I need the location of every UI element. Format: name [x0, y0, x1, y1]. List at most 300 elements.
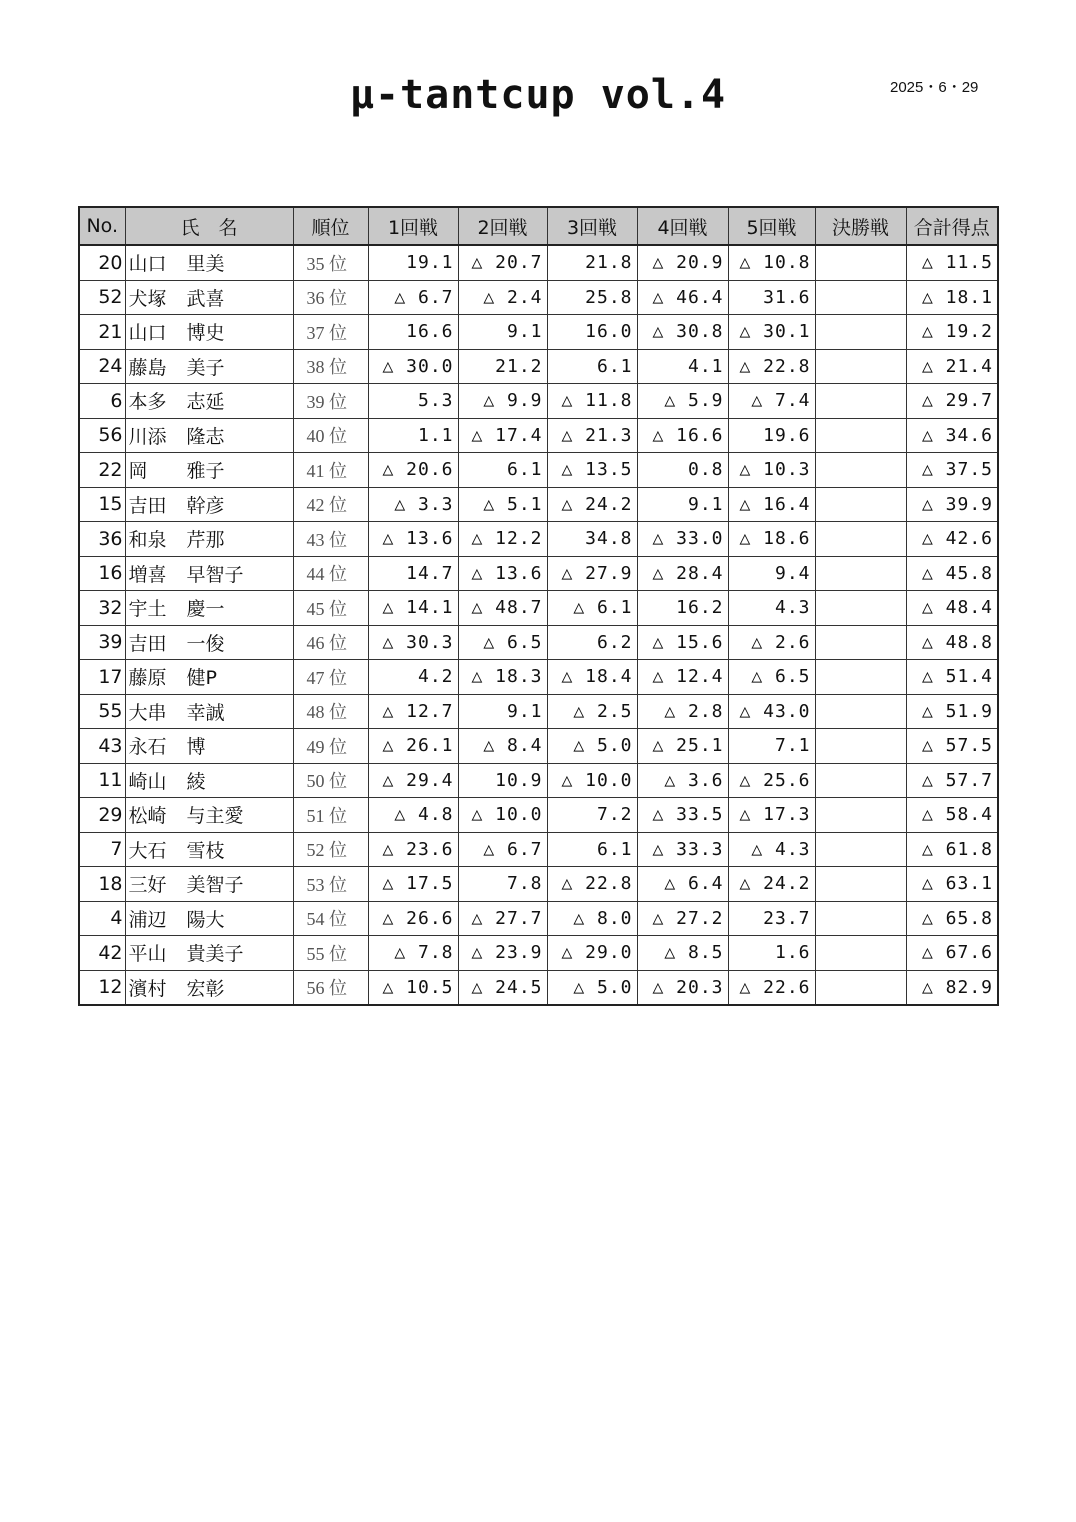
table-row [79, 867, 998, 902]
cell-round-3: △ 8.0 [547, 901, 637, 936]
cell-round-2: △ 6.7 [458, 832, 547, 867]
cell-round-5: 4.3 [728, 591, 815, 626]
surname: 濱村 [128, 977, 167, 1000]
cell-no: 7 [79, 832, 125, 867]
given-name: 宏彰 [186, 977, 225, 1000]
cell-name [125, 245, 293, 280]
given-name: 幸誠 [186, 701, 225, 724]
cell-rank: 44 位 [293, 556, 368, 591]
surname: 永石 [128, 736, 167, 759]
cell-total: △ 82.9 [906, 970, 998, 1005]
surname: 三好 [128, 874, 167, 897]
cell-total: △ 65.8 [906, 901, 998, 936]
given-name: 里美 [186, 253, 225, 276]
given-name: 美子 [186, 356, 225, 379]
cell-total: △ 45.8 [906, 556, 998, 591]
cell-no: 39 [79, 625, 125, 660]
cell-round-4: △ 25.1 [637, 729, 728, 764]
cell-total: △ 63.1 [906, 867, 998, 902]
cell-round-5: △ 6.5 [728, 660, 815, 695]
cell-total: △ 51.9 [906, 694, 998, 729]
table-row [79, 280, 998, 315]
cell-round-2: 9.1 [458, 694, 547, 729]
cell-rank: 41 位 [293, 453, 368, 488]
document-date: 2025・6・29 [890, 79, 979, 96]
given-name: 博史 [186, 322, 225, 345]
cell-total: △ 42.6 [906, 522, 998, 557]
cell-round-2: 10.9 [458, 763, 547, 798]
cell-round-3: 7.2 [547, 798, 637, 833]
cell-total: △ 19.2 [906, 315, 998, 350]
cell-final [815, 970, 906, 1005]
cell-final [815, 763, 906, 798]
cell-round-4: △ 2.8 [637, 694, 728, 729]
table-row [79, 591, 998, 626]
table-row [79, 901, 998, 936]
given-name: 慶一 [186, 598, 225, 621]
cell-round-4: △ 12.4 [637, 660, 728, 695]
cell-round-5: △ 24.2 [728, 867, 815, 902]
table-row [79, 625, 998, 660]
cell-name [125, 522, 293, 557]
table-row [79, 556, 998, 591]
cell-round-1: △ 26.6 [368, 901, 458, 936]
cell-round-4: △ 33.5 [637, 798, 728, 833]
header-total: 合計得点 [906, 207, 998, 245]
given-name: 一俊 [186, 632, 225, 655]
table-row [79, 936, 998, 971]
cell-round-5: △ 22.8 [728, 349, 815, 384]
cell-round-5: △ 2.6 [728, 625, 815, 660]
cell-name [125, 763, 293, 798]
cell-round-3: 6.2 [547, 625, 637, 660]
cell-no: 24 [79, 349, 125, 384]
table-row [79, 384, 998, 419]
table-row [79, 245, 998, 280]
cell-name [125, 280, 293, 315]
cell-round-4: △ 27.2 [637, 901, 728, 936]
cell-total: △ 57.7 [906, 763, 998, 798]
cell-round-5: 7.1 [728, 729, 815, 764]
cell-round-3: △ 18.4 [547, 660, 637, 695]
given-name: 美智子 [186, 874, 244, 897]
cell-final [815, 936, 906, 971]
cell-final [815, 453, 906, 488]
cell-round-5: △ 18.6 [728, 522, 815, 557]
header-final: 決勝戦 [815, 207, 906, 245]
table-row [79, 349, 998, 384]
cell-total: △ 48.4 [906, 591, 998, 626]
cell-round-1: △ 17.5 [368, 867, 458, 902]
header-round-1: 1回戦 [368, 207, 458, 245]
cell-round-4: △ 33.0 [637, 522, 728, 557]
cell-rank: 49 位 [293, 729, 368, 764]
results-table [78, 206, 999, 1006]
cell-round-5: △ 10.8 [728, 245, 815, 280]
cell-round-3: △ 11.8 [547, 384, 637, 419]
cell-round-3: △ 29.0 [547, 936, 637, 971]
given-name: 陽大 [186, 908, 225, 931]
cell-round-2: △ 10.0 [458, 798, 547, 833]
surname: 川添 [128, 425, 167, 448]
cell-total: △ 21.4 [906, 349, 998, 384]
cell-name [125, 384, 293, 419]
surname: 崎山 [128, 770, 167, 793]
table-row [79, 660, 998, 695]
given-name: 与主愛 [186, 805, 244, 828]
header-round-2: 2回戦 [458, 207, 547, 245]
cell-final [815, 280, 906, 315]
cell-round-4: 0.8 [637, 453, 728, 488]
cell-final [815, 832, 906, 867]
cell-total: △ 67.6 [906, 936, 998, 971]
cell-round-1: △ 30.3 [368, 625, 458, 660]
given-name: 志延 [186, 391, 225, 414]
cell-round-2: 7.8 [458, 867, 547, 902]
cell-rank: 56 位 [293, 970, 368, 1005]
surname: 平山 [128, 943, 167, 966]
cell-total: △ 29.7 [906, 384, 998, 419]
cell-final [815, 867, 906, 902]
cell-name [125, 349, 293, 384]
given-name: 早智子 [186, 563, 244, 586]
cell-no: 36 [79, 522, 125, 557]
surname: 藤原 [128, 667, 167, 690]
cell-round-2: △ 6.5 [458, 625, 547, 660]
cell-round-5: △ 7.4 [728, 384, 815, 419]
cell-no: 18 [79, 867, 125, 902]
cell-rank: 37 位 [293, 315, 368, 350]
header-round-3: 3回戦 [547, 207, 637, 245]
cell-round-4: △ 15.6 [637, 625, 728, 660]
surname: 山口 [128, 253, 167, 276]
cell-total: △ 57.5 [906, 729, 998, 764]
cell-name [125, 660, 293, 695]
surname: 大串 [128, 701, 167, 724]
cell-round-2: △ 2.4 [458, 280, 547, 315]
cell-total: △ 37.5 [906, 453, 998, 488]
surname: 山口 [128, 322, 167, 345]
table-row [79, 522, 998, 557]
cell-round-2: 9.1 [458, 315, 547, 350]
cell-round-3: 25.8 [547, 280, 637, 315]
cell-round-3: △ 5.0 [547, 729, 637, 764]
cell-round-1: 1.1 [368, 418, 458, 453]
table-row [79, 798, 998, 833]
cell-round-4: △ 46.4 [637, 280, 728, 315]
cell-final [815, 798, 906, 833]
cell-round-4: △ 6.4 [637, 867, 728, 902]
cell-round-4: △ 33.3 [637, 832, 728, 867]
cell-round-2: △ 24.5 [458, 970, 547, 1005]
cell-final [815, 418, 906, 453]
cell-total: △ 48.8 [906, 625, 998, 660]
header-no: No. [79, 207, 125, 245]
table-row [79, 763, 998, 798]
cell-round-3: 6.1 [547, 832, 637, 867]
cell-round-3: △ 10.0 [547, 763, 637, 798]
cell-no: 52 [79, 280, 125, 315]
cell-round-2: △ 9.9 [458, 384, 547, 419]
cell-final [815, 349, 906, 384]
cell-round-5: △ 4.3 [728, 832, 815, 867]
surname: 藤島 [128, 356, 167, 379]
cell-round-1: 16.6 [368, 315, 458, 350]
cell-final [815, 556, 906, 591]
cell-round-1: △ 3.3 [368, 487, 458, 522]
cell-round-2: △ 5.1 [458, 487, 547, 522]
cell-final [815, 487, 906, 522]
cell-round-5: △ 16.4 [728, 487, 815, 522]
cell-round-3: △ 2.5 [547, 694, 637, 729]
given-name: 芹那 [186, 529, 225, 552]
cell-name [125, 832, 293, 867]
cell-name [125, 694, 293, 729]
cell-final [815, 522, 906, 557]
surname: 大石 [128, 839, 167, 862]
table-row [79, 832, 998, 867]
cell-round-1: △ 7.8 [368, 936, 458, 971]
page-title: μ-tantcup vol.4 [349, 72, 727, 118]
cell-round-3: 16.0 [547, 315, 637, 350]
cell-round-1: △ 14.1 [368, 591, 458, 626]
cell-round-1: △ 12.7 [368, 694, 458, 729]
cell-rank: 42 位 [293, 487, 368, 522]
cell-name [125, 556, 293, 591]
cell-round-1: △ 13.6 [368, 522, 458, 557]
table-row [79, 418, 998, 453]
given-name: 綾 [186, 770, 206, 793]
cell-round-5: △ 10.3 [728, 453, 815, 488]
cell-round-4: △ 28.4 [637, 556, 728, 591]
cell-name [125, 625, 293, 660]
cell-round-2: △ 18.3 [458, 660, 547, 695]
header-rank: 順位 [293, 207, 368, 245]
header-round-4: 4回戦 [637, 207, 728, 245]
cell-no: 42 [79, 936, 125, 971]
table-row [79, 729, 998, 764]
cell-round-4: 9.1 [637, 487, 728, 522]
table-row [79, 453, 998, 488]
cell-round-3: △ 21.3 [547, 418, 637, 453]
cell-round-5: 23.7 [728, 901, 815, 936]
cell-no: 43 [79, 729, 125, 764]
cell-round-2: △ 13.6 [458, 556, 547, 591]
cell-round-2: △ 12.2 [458, 522, 547, 557]
cell-total: △ 11.5 [906, 245, 998, 280]
cell-rank: 51 位 [293, 798, 368, 833]
cell-round-1: △ 10.5 [368, 970, 458, 1005]
cell-rank: 43 位 [293, 522, 368, 557]
cell-total: △ 58.4 [906, 798, 998, 833]
cell-rank: 39 位 [293, 384, 368, 419]
cell-no: 11 [79, 763, 125, 798]
given-name: 貴美子 [186, 943, 244, 966]
cell-round-1: △ 20.6 [368, 453, 458, 488]
cell-no: 29 [79, 798, 125, 833]
cell-round-4: △ 5.9 [637, 384, 728, 419]
cell-round-4: 4.1 [637, 349, 728, 384]
cell-round-1: 4.2 [368, 660, 458, 695]
cell-no: 20 [79, 245, 125, 280]
cell-round-4: △ 20.3 [637, 970, 728, 1005]
header-name: 氏 名 [125, 207, 293, 245]
cell-rank: 54 位 [293, 901, 368, 936]
cell-round-2: △ 27.7 [458, 901, 547, 936]
cell-no: 12 [79, 970, 125, 1005]
table-row [79, 315, 998, 350]
cell-total: △ 61.8 [906, 832, 998, 867]
cell-name [125, 487, 293, 522]
cell-total: △ 18.1 [906, 280, 998, 315]
surname: 宇土 [128, 598, 167, 621]
cell-round-5: △ 17.3 [728, 798, 815, 833]
cell-round-2: △ 20.7 [458, 245, 547, 280]
cell-round-3: △ 13.5 [547, 453, 637, 488]
cell-no: 17 [79, 660, 125, 695]
cell-round-3: △ 22.8 [547, 867, 637, 902]
surname: 吉田 [128, 632, 167, 655]
cell-no: 16 [79, 556, 125, 591]
cell-no: 22 [79, 453, 125, 488]
surname: 和泉 [128, 529, 167, 552]
cell-total: △ 34.6 [906, 418, 998, 453]
header-row [79, 207, 998, 245]
surname: 吉田 [128, 494, 167, 517]
cell-round-1: △ 23.6 [368, 832, 458, 867]
given-name: 健P [186, 667, 217, 690]
cell-final [815, 729, 906, 764]
given-name: 博 [186, 736, 206, 759]
given-name: 幹彦 [186, 494, 225, 517]
cell-final [815, 384, 906, 419]
cell-round-4: △ 16.6 [637, 418, 728, 453]
cell-round-2: △ 23.9 [458, 936, 547, 971]
cell-rank: 46 位 [293, 625, 368, 660]
cell-round-1: 14.7 [368, 556, 458, 591]
cell-round-3: 21.8 [547, 245, 637, 280]
cell-rank: 53 位 [293, 867, 368, 902]
cell-no: 6 [79, 384, 125, 419]
cell-round-1: △ 30.0 [368, 349, 458, 384]
cell-name [125, 729, 293, 764]
cell-rank: 38 位 [293, 349, 368, 384]
cell-round-1: △ 6.7 [368, 280, 458, 315]
cell-rank: 50 位 [293, 763, 368, 798]
cell-round-4: △ 30.8 [637, 315, 728, 350]
table-row [79, 694, 998, 729]
surname: 本多 [128, 391, 167, 414]
cell-final [815, 625, 906, 660]
cell-round-4: △ 20.9 [637, 245, 728, 280]
cell-rank: 52 位 [293, 832, 368, 867]
cell-round-5: 1.6 [728, 936, 815, 971]
cell-round-1: 19.1 [368, 245, 458, 280]
cell-round-5: △ 25.6 [728, 763, 815, 798]
cell-round-4: △ 3.6 [637, 763, 728, 798]
cell-name [125, 901, 293, 936]
cell-rank: 45 位 [293, 591, 368, 626]
cell-round-2: 6.1 [458, 453, 547, 488]
cell-name [125, 970, 293, 1005]
cell-rank: 35 位 [293, 245, 368, 280]
given-name: 隆志 [186, 425, 225, 448]
cell-round-5: △ 22.6 [728, 970, 815, 1005]
cell-name [125, 591, 293, 626]
cell-name [125, 867, 293, 902]
cell-round-1: 5.3 [368, 384, 458, 419]
cell-round-2: △ 17.4 [458, 418, 547, 453]
cell-round-1: △ 29.4 [368, 763, 458, 798]
table-row [79, 970, 998, 1005]
table-row [79, 487, 998, 522]
given-name: 雅子 [186, 460, 225, 483]
cell-round-5: △ 30.1 [728, 315, 815, 350]
cell-rank: 36 位 [293, 280, 368, 315]
cell-total: △ 39.9 [906, 487, 998, 522]
cell-no: 4 [79, 901, 125, 936]
cell-final [815, 315, 906, 350]
cell-rank: 47 位 [293, 660, 368, 695]
cell-round-3: △ 27.9 [547, 556, 637, 591]
given-name: 雪枝 [186, 839, 225, 862]
cell-final [815, 660, 906, 695]
cell-name [125, 315, 293, 350]
cell-round-2: △ 8.4 [458, 729, 547, 764]
cell-round-3: △ 24.2 [547, 487, 637, 522]
cell-no: 15 [79, 487, 125, 522]
cell-rank: 48 位 [293, 694, 368, 729]
cell-rank: 40 位 [293, 418, 368, 453]
cell-name [125, 936, 293, 971]
given-name: 武喜 [186, 287, 225, 310]
surname: 浦辺 [128, 908, 167, 931]
cell-final [815, 245, 906, 280]
cell-round-5: △ 43.0 [728, 694, 815, 729]
cell-final [815, 591, 906, 626]
cell-no: 21 [79, 315, 125, 350]
header-round-5: 5回戦 [728, 207, 815, 245]
cell-rank: 55 位 [293, 936, 368, 971]
cell-final [815, 694, 906, 729]
cell-final [815, 901, 906, 936]
cell-round-3: 6.1 [547, 349, 637, 384]
cell-round-2: 21.2 [458, 349, 547, 384]
surname: 岡 [128, 460, 148, 483]
cell-round-1: △ 26.1 [368, 729, 458, 764]
cell-round-3: △ 6.1 [547, 591, 637, 626]
cell-round-2: △ 48.7 [458, 591, 547, 626]
cell-name [125, 453, 293, 488]
cell-round-1: △ 4.8 [368, 798, 458, 833]
cell-round-3: 34.8 [547, 522, 637, 557]
cell-name [125, 798, 293, 833]
cell-round-4: △ 8.5 [637, 936, 728, 971]
cell-round-4: 16.2 [637, 591, 728, 626]
cell-no: 56 [79, 418, 125, 453]
surname: 松崎 [128, 805, 167, 828]
surname: 犬塚 [128, 287, 167, 310]
cell-round-3: △ 5.0 [547, 970, 637, 1005]
cell-round-5: 19.6 [728, 418, 815, 453]
cell-no: 32 [79, 591, 125, 626]
cell-round-5: 31.6 [728, 280, 815, 315]
cell-name [125, 418, 293, 453]
cell-no: 55 [79, 694, 125, 729]
surname: 増喜 [128, 563, 167, 586]
cell-total: △ 51.4 [906, 660, 998, 695]
cell-round-5: 9.4 [728, 556, 815, 591]
